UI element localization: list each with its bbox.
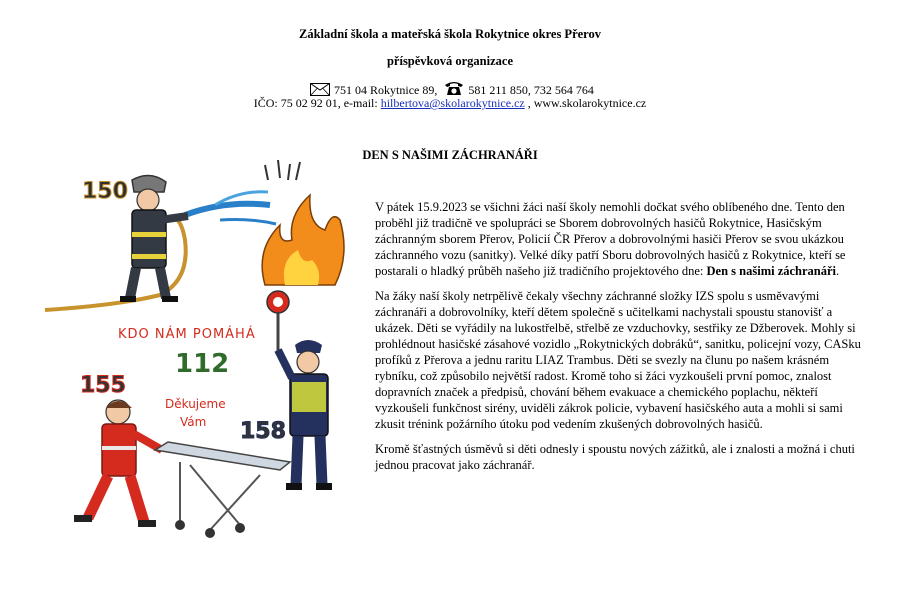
caption-who-helps: KDO NÁM POMÁHÁ [118, 327, 256, 342]
paragraph-1-end: . [836, 264, 840, 278]
caption-thanks-line2: Vám [180, 415, 207, 429]
number-155: 155 [80, 373, 126, 398]
fire-icon [262, 195, 344, 285]
article-body [375, 199, 863, 482]
address-text: 751 04 Rokytnice 89, [334, 83, 438, 97]
phone-numbers: 581 211 850, 732 564 764 [468, 83, 594, 97]
number-112: 112 [175, 349, 230, 379]
ico-text: IČO: 75 02 92 01, e-mail: [253, 96, 381, 110]
number-158: 158 [240, 419, 286, 444]
school-name: Základní škola a mateřská škola Rokytnice okres Přerov [299, 27, 601, 41]
email-link[interactable]: hilbertova@skolarokytnice.cz [380, 96, 525, 110]
rescuers-illustration [40, 150, 360, 560]
article-paragraph-1 [375, 199, 863, 279]
number-150: 150 [82, 179, 128, 204]
telephone-icon [444, 80, 464, 96]
event-name: Den s našimi záchranáři [706, 264, 837, 278]
contact-line [0, 96, 900, 111]
organization-type: příspěvková organizace [386, 54, 514, 68]
stretcher-icon [155, 442, 290, 538]
article-paragraph-2: Na žáky naší školy netrpělivě čekaly všechny záchranné složky IZS spolu s usměvavými záchranáři a dobrovolníky, kteří dětem společně s učitelkami nachystali spoustu stanovišť a ukázek. Děti se vyřádily na lukostřelbě, střelbě ze vzduchovky, sestřiky ze Džberovek. Mohly si prohlédnout hasičské zásahové vozidlo „Rokytnických dobráků“, sanitku, policejní vozy, CASku profíků z Přerova a jednu raritu LIAZ Trambus. Děti se svezly na člunu po našem krásném rybníku, což způsobilo největší radost. Kromě toho si žáci vyzkoušeli první pomoc, znalost dopravních značek a předpisů, chování během evakuace a chemického poplachu, někteří vyzkoušeli funkčnost sirény, uviděli zákrok policie, vybavení hasičského auta a mohli si sami zkusit trénink požárního útoku pod vedením zkušených dobrovolných hasičů. [375, 289, 861, 431]
paramedic-figure [74, 400, 162, 527]
paragraph-1-text: V pátek 15.9.2023 se všichni žáci naší školy nemohli dočkat svého oblíbeného dne. Tento den proběhl již tradičně ve spolupráci se Sborem dobrovolných hasičů Rokytnice, Hasičským záchranným sborem Přerov, Policií ČR Přerov a dobrovolnými hasiči Přerov se svou ukázkou záchranného vozu (sanitky). Velké díky patří Sboru dobrovolných hasičů z Rokytnice, kteří se postarali o hladký průběh našeho již tradičního projektového dne: [375, 200, 846, 278]
water-spray-icon [185, 160, 300, 224]
page-title: DEN S NAŠIMI ZÁCHRANÁŘI [362, 148, 538, 162]
caption-thanks-line1: Děkujeme [165, 397, 226, 411]
envelope-icon [310, 83, 330, 96]
article-paragraph-3: Kromě šťastných úsměvů si děti odnesly i spoustu nových zážitků, ale i znalosti a možná i chuti jednou pracovat jako záchranář. [375, 442, 855, 472]
web-text: , www.skolarokytnice.cz [524, 96, 647, 110]
